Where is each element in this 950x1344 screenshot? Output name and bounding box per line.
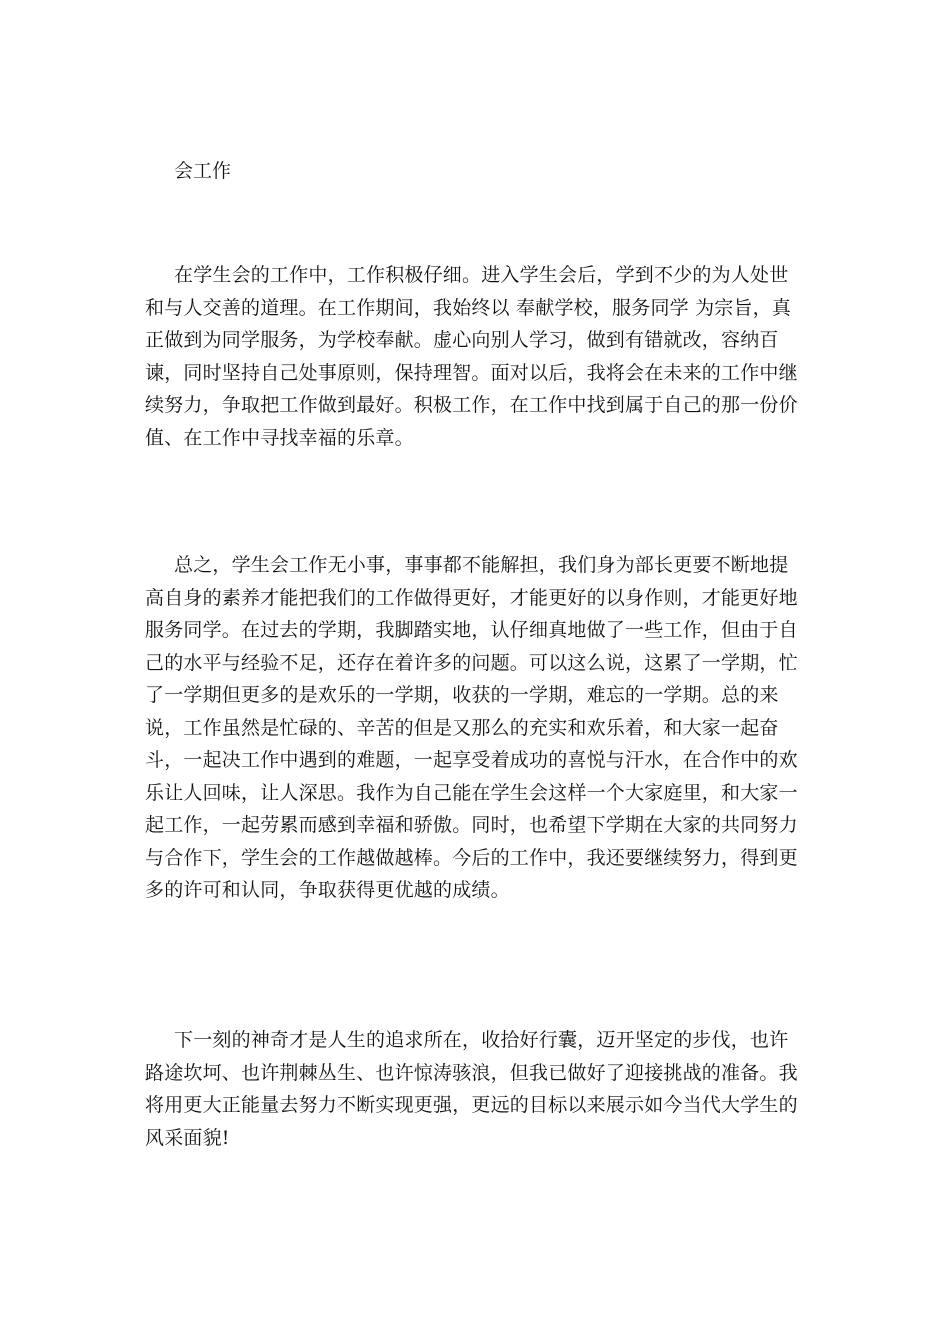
- paragraph-summary: 总之，学生会工作无小事，事事都不能解担，我们身为部长更要不断地提高自身的素养才能把我们的工作做得更好，才能更好的以身作则，才能更好地服务同学。在过去的学期，我脚踏实地，认仔细真地做了一些工作，但由于自己的水平与经验不足，还存在着许多的问题。可以这么说，这累了一学期，忙了一学期但更多的是欢乐的一学期，收获的一学期，难忘的一学期。总的来说，工作虽然是忙碌的、辛苦的但是又那么的充实和欢乐着，和大家一起奋斗，一起决工作中遇到的难题，一起享受着成功的喜悦与汗水，在合作中的欢乐让人回味，让人深思。我作为自己能在学生会这样一个大家庭里，和大家一起工作，一起劳累而感到幸福和骄傲。同时，也希望下学期在大家的共同努力与合作下，学生会的工作越做越棒。今后的工作中，我还要继续努力，得到更多的许可和认同，争取获得更优越的成绩。: [145, 554, 798, 901]
- paragraph-student-union-work: 在学生会的工作中，工作积极仔细。进入学生会后，学到不少的为人处世和与人交善的道理。在工作期间，我始终以 奉献学校，服务同学 为宗旨，真正做到为同学服务，为学校奉献。虚心向别人学习，做到有错就改，容纳百谏，同时坚持自己处事原则，保持理智。面对以后，我将会在未来的工作中继续努力，争取把工作做到最好。积极工作，在工作中找到属于自己的那一份价值、在工作中寻找幸福的乐章。: [145, 264, 798, 449]
- paragraph-closing: 下一刻的神奇才是人生的追求所在，收拾好行囊，迈开坚定的步伐，也许路途坎坷、也许荆棘丛生、也许惊涛骇浪，但我已做好了迎接挑战的准备。我将用更大正能量去努力不断实现更强，更远的目标以来展示如今当代大学生的风采面貌!: [145, 1029, 798, 1149]
- section-heading: 会工作: [174, 160, 232, 182]
